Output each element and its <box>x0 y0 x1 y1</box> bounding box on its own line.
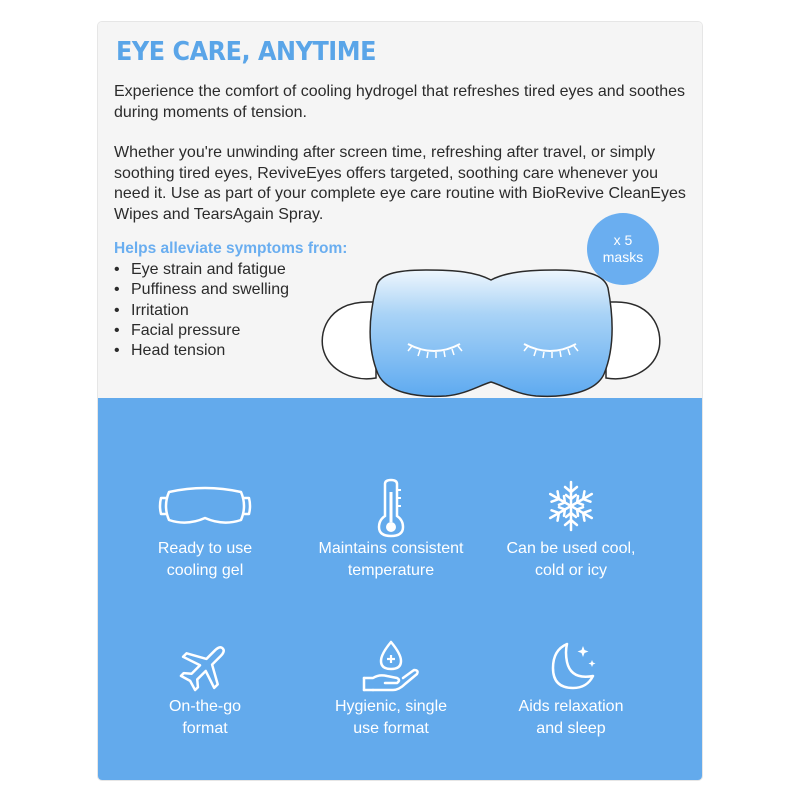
list-item: • Facial pressure <box>114 321 289 341</box>
product-info-card <box>98 22 702 780</box>
eye-mask-icon <box>157 482 253 530</box>
feature-label: Maintains consistent temperature <box>318 540 464 579</box>
badge-unit: masks <box>602 249 644 265</box>
moon-stars-icon <box>543 638 599 694</box>
info-section <box>98 22 702 398</box>
features-panel <box>98 398 702 780</box>
hand-drop-icon <box>361 638 421 694</box>
feature-label: On-the-go format <box>168 698 242 737</box>
list-item: • Head tension <box>114 341 289 361</box>
symptoms-list <box>114 260 289 361</box>
feature-temperature <box>296 482 486 582</box>
symptoms-heading: Helps alleviate symptoms from: <box>114 240 348 257</box>
thermometer-icon <box>367 478 415 538</box>
feature-label: Ready to use cooling gel <box>157 540 253 579</box>
page-title: EYE CARE, ANYTIME <box>116 37 376 67</box>
list-item: • Eye strain and fatigue <box>114 260 289 280</box>
feature-label: Hygienic, single use format <box>334 698 448 737</box>
feature-on-the-go <box>110 638 300 740</box>
feature-cooling-gel <box>110 482 300 582</box>
usage-paragraph: Whether you're unwinding after screen time, refreshing after travel, or simply soothing tired eyes, ReviveEyes offers targeted, soothing care whenever you need it. Use as part of your complete eye care routine with BioRevive CleanEyes Wipes and TearsAgain Spray. <box>114 144 686 223</box>
feature-hygienic <box>296 638 486 740</box>
list-item: • Puffiness and swelling <box>114 280 289 300</box>
airplane-icon <box>177 638 233 694</box>
feature-relaxation <box>476 638 666 740</box>
list-item: • Irritation <box>114 301 289 321</box>
feature-cool-cold-icy <box>476 482 666 582</box>
badge-count: x 5 <box>613 232 633 248</box>
feature-label: Can be used cool, cold or icy <box>506 540 636 579</box>
intro-paragraph: Experience the comfort of cooling hydrogel that refreshes tired eyes and soothes during moments of tension. <box>114 83 685 121</box>
feature-label: Aids relaxation and sleep <box>518 698 624 737</box>
snowflake-icon <box>543 478 599 534</box>
quantity-badge <box>587 213 659 285</box>
